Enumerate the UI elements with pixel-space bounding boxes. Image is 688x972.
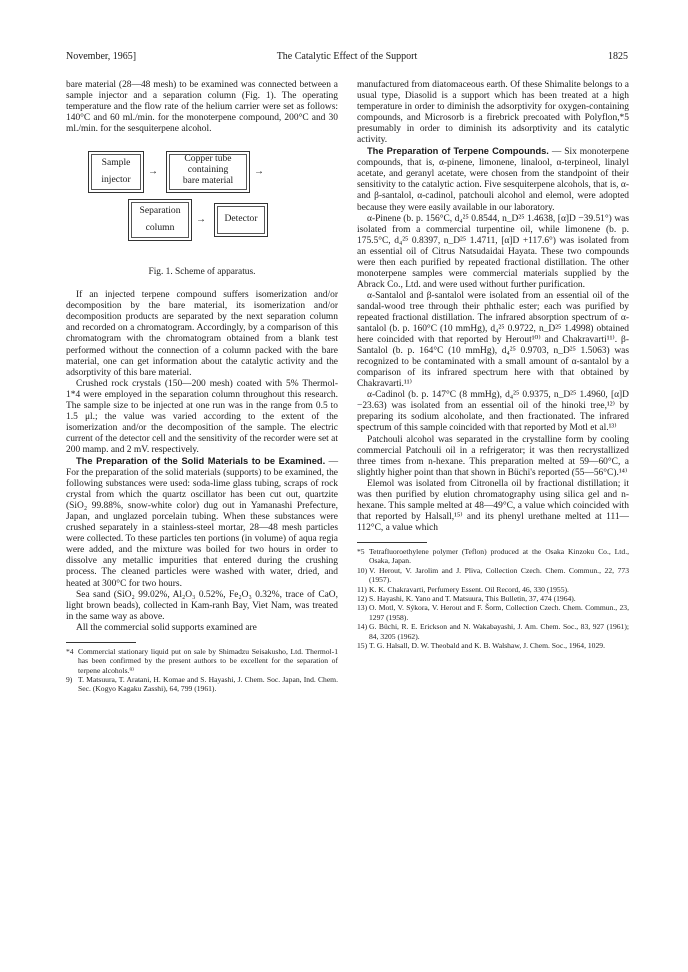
box-label: column — [145, 222, 175, 234]
reference-mark: 11) — [357, 584, 367, 594]
reference-list — [357, 547, 629, 650]
separation-column-box — [128, 199, 192, 241]
copper-tube-box — [166, 151, 250, 193]
box-label: Detector — [224, 213, 258, 225]
right-column — [357, 80, 629, 650]
paragraph: manufactured from diatomaceous earth. Of these Shimalite belongs to a usual type, Diasolid is a support which has been treated at a high temperature in order to diminish the adsorptivity for oxygen-containing compounds, and Microsorb is a firebrick precoated with Polyflon,*5 presumably in order to diminish its adsorptivity and its catalytic activity. — [357, 80, 629, 146]
reference-text: O. Motl, V. Sýkora, V. Herout and F. Šorm, Collection Czech. Chem. Commun., 23, 1297 (1958). — [369, 603, 629, 622]
section-heading: The Preparation of the Solid Materials to be Examined. — [76, 455, 326, 466]
footnote-text: Commercial stationary liquid put on sale by Shimadzu Seisakusho, Ltd. Thermol-1 has been confirmed by the present authors to be excellent for the separation of terpene alcohols.⁹⁾ — [78, 646, 338, 675]
footnote — [66, 675, 338, 694]
reference-text: K. K. Chakravarti, Perfumery Essent. Oil Record, 46, 330 (1955). — [369, 584, 569, 594]
box-label: bare material — [182, 175, 234, 187]
reference-text: V. Herout, V. Jarolim and J. Pliva, Collection Czech. Chem. Commun., 22, 773 (1957). — [369, 565, 629, 585]
paragraph: α-Cadinol (b. p. 147°C (8 mmHg), d₄²⁵ 0.9375, n_D²⁵ 1.4960, [α]D −23.63) was isolated from an essential oil of the hinoki tree,¹²⁾ by preparing its sodium alcoholate, and then fractionated. The infrared spectrum of this sample coincided with that reported by Motl et al.¹³⁾ — [357, 390, 629, 434]
footnote-mark: *5 — [357, 546, 365, 556]
detector-box — [214, 203, 268, 237]
box-label: Separation — [139, 205, 181, 217]
paragraph: Crushed rock crystals (150—200 mesh) coated with 5% Thermol-1*4 were employed in the separation column throughout this research. The sample size to be injected at one run was in the range from 0.5 to 1.5 μl.; the value was varied according to the extent of the isomerization and/or the decomposition of the sample. The electric current of the detector cell and the sensitivity of the recorder were set at 200 mamp. and 2 mV. respectively. — [66, 378, 338, 455]
reference-mark: 13) — [357, 603, 368, 613]
reference-text: T. G. Halsall, D. W. Theobald and K. B. Walshaw, J. Chem. Soc., 1964, 1029. — [369, 640, 605, 650]
figure-caption: Fig. 1. Scheme of apparatus. — [148, 267, 256, 278]
paragraph-text: — Six monoterpene compounds, that is, α-pinene, limonene, linalool, α-terpineol, linalyl acetate, and geranyl acetate, were chosen from the standpoint of their sensitivity to the catalytic action. Five sesquiterpene alcohols, that is, α- and β-santalol, α-cadinol, patchouli alcohol and elemol, were adopted because they were easily available in our laboratory. — [357, 147, 629, 213]
reference-text: S. Hayashi, K. Yano and T. Matsuura, This Bulletin, 37, 474 (1964). — [369, 593, 576, 603]
footnote-text: Tetrafluoroethylene polymer (Teflon) produced at the Osaka Kinzoku Co., Ltd., Osaka, Japan. — [369, 546, 629, 566]
paragraph: If an injected terpene compound suffers isomerization and/or decomposition by the bare material, its isomerization and/or decomposition products are separated by the next separation column and recorded on a chromatogram. Accordingly, by a comparison of this chromatogram with the chromatogram obtained from a blank test performed without the connection of a column packed with the bare material, one can get information about the catalytic activity and the adsorptivity of this bare material. — [66, 290, 338, 378]
arrow-icon: → — [254, 166, 264, 178]
footnote-mark: *4 — [66, 646, 74, 656]
box-label: Copper tube — [184, 153, 232, 165]
footnote-mark: 9) — [66, 674, 73, 684]
footnote — [66, 647, 338, 675]
footnote-rule — [66, 642, 136, 643]
reference-mark: 10) — [357, 565, 368, 575]
paragraph-text: — For the preparation of the solid materials (supports) to be examined, the following substances were used: soda-lime glass tubing, scraps of rock crystal from which the quartz oscillator has been cut out, quartzite (SiO₂ 99.88%, snow-white color) dug out in Yamanashi Prefecture, Japan, and unglazed porcelain tubing. When these substances were crushed separately in a stainless-steel mortar, 28—48 mesh particles were collected. To these particles ten portions (in volume) of aqua regia were added, and the mixture was boiled for two hours in order to dissolve any metallic impurities that entered during the crushing process. The cleaned particles were washed with water, dried, and heated at 300°C for two hours. — [66, 456, 339, 589]
footnote-text: T. Matsuura, T. Aratani, H. Komae and S. Hayashi, J. Chem. Soc. Japan, Ind. Chem. Sec. (Kogyo Kagaku Zasshi), 64, 799 (1961). — [78, 674, 338, 694]
page-number: 1825 — [608, 51, 628, 62]
section-heading: The Preparation of Terpene Compounds. — [367, 146, 549, 157]
header-date: November, 1965] — [66, 51, 137, 62]
sample-injector-box — [88, 151, 144, 193]
paragraph: α-Pinene (b. p. 156°C, d₄²⁵ 0.8544, n_D²⁵ 1.4638, [α]D −39.51°) was isolated from a commercial turpentine oil, while limonene (b. p. 175.5°C, d₄²⁵ 0.8397, n_D²⁵ 1.4711, [α]D +117.6°) was isolated from an essential oil of Citrus Natsudaidai Hayata. These two compounds were then each purified by repeated fractional distillation. The other monoterpene samples were commercial materials supplied by the Abrack Co., Ltd. and were used without further purification. — [357, 213, 629, 290]
footnote-rule — [357, 542, 427, 543]
box-label: injector — [101, 174, 131, 186]
paragraph: α-Santalol and β-santalol were isolated from an essential oil of the sandal-wood tree through their phthalic ester; each was purified by repeated fractional distillation. The infrared absorption spectrum of α-santalol (b. p. 160°C (10 mmHg), d₄²⁵ 0.9722, n_D²⁵ 1.4998) obtained here coincided with that reported by Herout¹⁰⁾ and Chakravarti¹¹⁾. β-Santalol (b. p. 164°C (10 mmHg), d₄²⁵ 0.9703, n_D²⁵ 1.5063) was recognized to be contaminated with a small amount of α-santalol by a comparison of its infrared spectrum here with that obtained by Chakravarti.¹¹⁾ — [357, 290, 629, 390]
paragraph: Elemol was isolated from Citronella oil by fractional distillation; it was then purified by elution chromatography using silica gel and n-hexane. This sample melted at 48—49°C, a value which coincided with that reported by Halsall,¹⁵⁾ and its phenyl urethane melted at 111—112°C, a value which — [357, 478, 629, 533]
paragraph — [357, 146, 629, 213]
box-label: Sample — [101, 157, 131, 169]
paragraph: Patchouli alcohol was separated in the crystalline form by cooling commercial Patchouli oil in a refrigerator; it was then recrystallized three times from n-hexane. This preparation melted at 59—60°C, a slightly higher point than that shown in Büchi's reported (55—56°C).¹⁴⁾ — [357, 434, 629, 478]
paragraph: Sea sand (SiO₂ 99.02%, Al₂O₃ 0.52%, Fe₂O₃ 0.32%, trace of CaO, light brown beads), collected in Kam-ranh Bay, Viet Nam, was treated in the same way as above. — [66, 589, 338, 622]
apparatus-figure — [66, 141, 338, 263]
paragraph: bare material (28—48 mesh) to be examined was connected between a sample injector and a separation column (Fig. 1). The operating temperature and the flow rate of the helium carrier were set as follows: 140°C and 60 ml./min. for the monoterpene compound, 200°C and 30 ml./min. for the sesquiterpene alcohol. — [66, 80, 338, 135]
reference-text: G. Büchi, R. E. Erickson and N. Wakabayashi, J. Am. Chem. Soc., 83, 927 (1961); 84, 3205 (1962). — [369, 622, 629, 641]
arrow-icon: → — [196, 214, 206, 226]
left-column — [66, 80, 338, 694]
reference — [357, 594, 629, 603]
reference — [357, 585, 629, 594]
reference — [357, 603, 629, 622]
reference-mark: 15) — [357, 640, 368, 650]
reference — [357, 622, 629, 641]
running-header — [66, 50, 628, 64]
paragraph: All the commercial solid supports examined are — [76, 622, 257, 633]
header-title: The Catalytic Effect of the Support — [276, 51, 418, 62]
reference — [357, 641, 629, 650]
arrow-icon: → — [148, 166, 158, 178]
paragraph — [66, 456, 338, 590]
reference — [357, 566, 629, 585]
reference-mark: 12) — [357, 593, 368, 603]
footnote — [357, 547, 629, 566]
box-label: containing — [187, 164, 229, 176]
reference-mark: 14) — [357, 622, 368, 632]
